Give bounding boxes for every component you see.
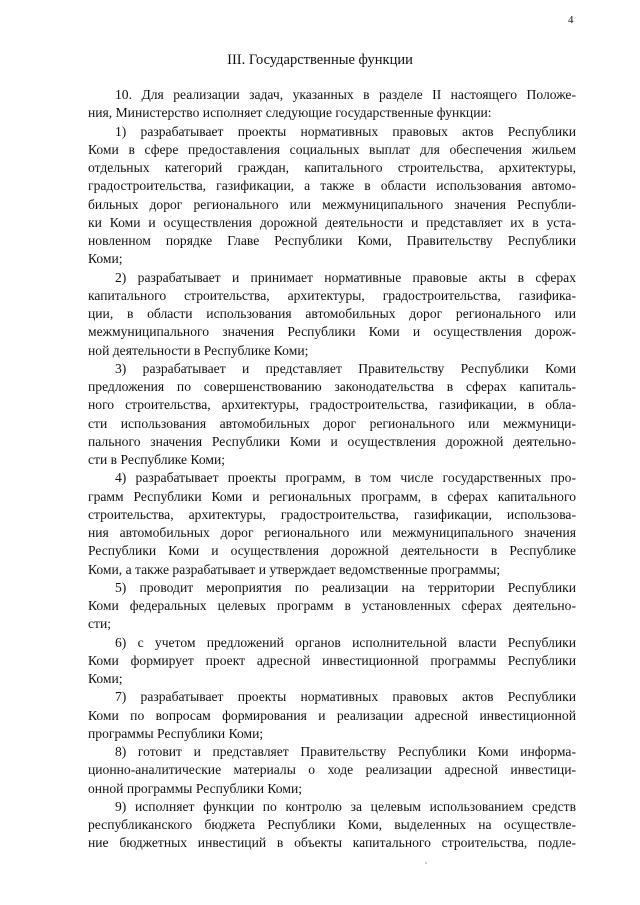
text-line: сти в Республике Коми; — [88, 452, 226, 467]
text-line: Коми; — [88, 671, 123, 686]
text-line: капитального строительства, архитектуры, градостроительства, газифика- — [88, 287, 576, 303]
text-line: республиканского бюджета Республики Коми, выделенных на осуществле- — [88, 817, 576, 832]
text-line: ки Коми и осуществления дорожной деятельности и представляет их в уста- — [88, 214, 576, 230]
text-line: ного строительства, архитектуры, градостроительства, газификации, в обла- — [88, 397, 576, 413]
text-line: пального значения Республики Коми и осуществления дорожной деятельно- — [88, 433, 576, 449]
text-line: ния, Министерство исполняет следующие государственные функции: — [88, 105, 492, 121]
text-line: сти; — [88, 616, 112, 632]
text-line: Коми; — [88, 251, 123, 267]
text-line: 2) разрабатывает и принимает нормативные правовые акты в сферах — [115, 269, 576, 285]
text-line: новленном порядке Главе Республики Коми, Правительству Республики — [88, 233, 576, 248]
text-line: 5) проводит мероприятия по реализации на территории Республики — [115, 579, 576, 595]
text-line: грамм Республики Коми и региональных программ, в сферах капитального — [88, 488, 576, 504]
text-line: онной программы Республики Коми; — [88, 780, 303, 796]
text-line: 3) разрабатывает и представляет Правительству Республики Коми — [115, 360, 576, 376]
text-line: предложения по совершенствованию законодательства в сферах капиталь- — [88, 379, 576, 394]
text-line: отдельных категорий граждан, капитального строительства, архитектуры, — [88, 160, 576, 175]
text-line: Коми, а также разрабатывает и утверждает ведомственные программы; — [88, 561, 501, 577]
text-line: 7) разрабатывает проекты нормативных правовых актов Республики — [115, 689, 576, 705]
page-number: 4 — [568, 14, 574, 26]
scan-speck — [425, 862, 427, 864]
text-line: Коми по вопросам формирования и реализации адресной инвестиционной — [88, 707, 576, 723]
text-line: ние бюджетных инвестиций в объекты капитального строительства, подле- — [88, 835, 576, 851]
text-line: Коми формирует проект адресной инвестиционной программы Республики — [88, 652, 576, 668]
text-line: 9) исполняет функции по контролю за целевым использованием средств — [115, 798, 576, 814]
text-line: ционно-аналитические материалы о ходе реализации адресной инвестици- — [88, 762, 576, 778]
text-line: 1) разрабатывает проекты нормативных правовых актов Республики — [115, 123, 576, 139]
text-line: 6) с учетом предложений органов исполнительной власти Республики — [115, 634, 576, 650]
text-line: строительства, архитектуры, градостроительства, газификации, использова- — [88, 506, 576, 522]
text-line: программы Республики Коми; — [88, 725, 264, 741]
text-line: Республики Коми и осуществления дорожной деятельности в Республике — [88, 543, 576, 559]
text-line: Коми в сфере предоставления социальных выплат для обеспечения жильем — [88, 141, 576, 157]
text-line: ции, в области использования автомобильных дорог регионального или — [88, 306, 576, 321]
section-heading: III. Государственные функции — [227, 52, 413, 68]
text-line: ной деятельности в Республике Коми; — [88, 342, 309, 358]
text-line: 4) разрабатывает проекты программ, в том числе государственных про- — [115, 470, 576, 486]
text-line: градостроительства, газификации, а также в области использования автомо- — [88, 178, 576, 194]
text-line: Коми федеральных целевых программ в установленных сферах деятельно- — [88, 598, 576, 613]
document-body — [88, 86, 576, 853]
text-line: 10. Для реализации задач, указанных в разделе II настоящего Положе- — [115, 87, 576, 102]
text-line: бильных дорог регионального или межмуниципального значения Республи- — [88, 196, 576, 212]
text-line: 8) готовит и представляет Правительству Республики Коми информа- — [115, 744, 576, 759]
text-line: межмуниципального значения Республики Коми и осуществления дорож- — [88, 324, 576, 340]
text-line: сти использования автомобильных дорог регионального или межмуници- — [88, 415, 576, 431]
text-line: ния автомобильных дорог регионального или межмуниципального значения — [88, 525, 576, 540]
